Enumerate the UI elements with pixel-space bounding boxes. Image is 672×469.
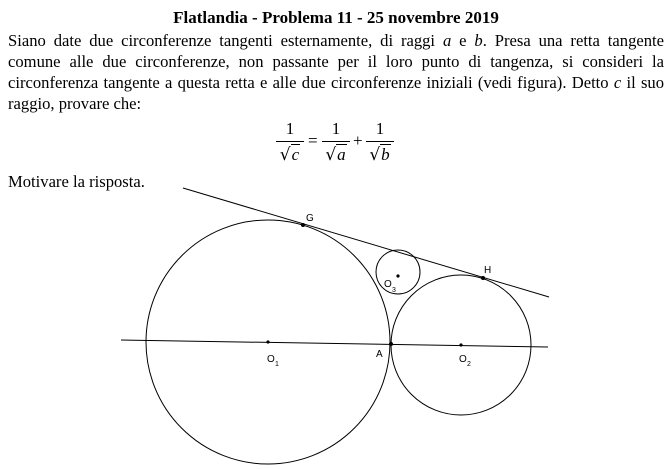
numerator: 1 — [285, 119, 295, 138]
denominator-var-c: c — [291, 145, 300, 164]
sqrt-symbol: √ — [279, 145, 291, 165]
denominator-var-a: a — [337, 145, 346, 164]
tangent-line — [183, 188, 549, 297]
label-o1-subscript: 1 — [275, 361, 279, 368]
numerator: 1 — [375, 119, 385, 138]
motivate-answer: Motivare la risposta. — [8, 172, 145, 191]
label-o3-subscript: 3 — [392, 287, 396, 294]
label-g: G — [306, 213, 314, 224]
numerator: 1 — [331, 119, 341, 138]
plus-sign: + — [353, 131, 363, 150]
variable-c: c — [613, 73, 622, 92]
sqrt-symbol: √ — [369, 145, 381, 165]
variable-b: b — [474, 31, 483, 50]
denominator-var-b: b — [381, 145, 390, 164]
point-o3 — [396, 274, 399, 277]
label-o3: O — [384, 279, 392, 290]
label-h: H — [484, 265, 492, 276]
point-h — [481, 276, 485, 280]
variable-a: a — [442, 31, 452, 50]
statement-and: e — [451, 31, 475, 50]
statement-part-3: il suo raggio, provare che: — [8, 73, 664, 113]
label-o2: O — [459, 354, 467, 365]
point-g — [301, 223, 305, 227]
sqrt-symbol: √ — [325, 145, 337, 165]
point-o2 — [459, 343, 462, 346]
label-a: A — [376, 349, 383, 360]
page-title: Flatlandia - Problema 11 - 25 novembre 2019 — [173, 8, 499, 27]
center-line — [121, 340, 548, 347]
circle-o3 — [376, 250, 420, 294]
point-a — [389, 342, 393, 346]
statement-part-2: . Presa una retta tangente comune alle due circonferenze, non passante per il loro punto di tangenza, si consideri la circonferenza tangente a questa retta e alle due circonferenze iniziali (vedi figura). Detto — [8, 31, 665, 92]
label-o1: O — [267, 354, 275, 365]
equals-sign: = — [308, 131, 318, 150]
point-o1 — [266, 340, 269, 343]
label-o2-subscript: 2 — [467, 361, 471, 368]
statement-part-1: Siano date due circonferenze tangenti esternamente, di raggi — [8, 31, 443, 50]
